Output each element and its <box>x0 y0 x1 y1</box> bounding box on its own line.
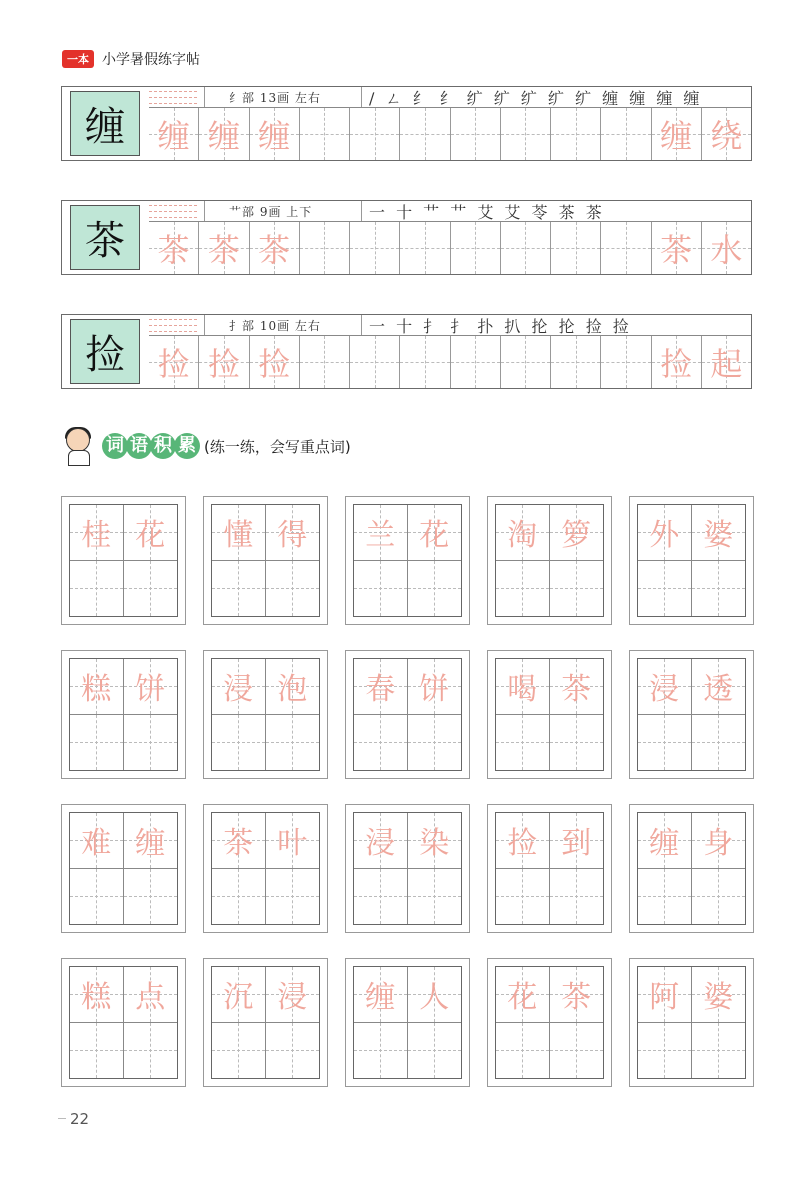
pinyin-lines[interactable] <box>149 317 197 333</box>
vocab-trace-character: 箩 <box>561 518 592 554</box>
vocab-cell[interactable] <box>266 813 320 869</box>
practice-cell[interactable] <box>149 336 199 388</box>
vocab-cell[interactable] <box>354 967 408 1023</box>
vocab-card <box>629 804 754 933</box>
radical-stroke-info: 艹部 9画 上下 <box>229 205 313 219</box>
practice-cell[interactable] <box>300 108 350 160</box>
vocab-card <box>203 804 328 933</box>
practice-cell[interactable] <box>250 222 300 274</box>
vocab-cell[interactable] <box>408 869 462 925</box>
vocab-trace-character: 叶 <box>277 826 308 862</box>
practice-cell[interactable] <box>350 108 400 160</box>
vocab-cell[interactable] <box>550 1023 604 1079</box>
vocab-cell[interactable] <box>638 715 692 771</box>
vocab-trace-character: 桂 <box>81 518 112 554</box>
practice-cell[interactable] <box>451 336 501 388</box>
vocab-trace-character: 到 <box>561 826 592 862</box>
vocab-trace-character: 淘 <box>507 518 538 554</box>
vocab-cell[interactable] <box>354 1023 408 1079</box>
vocab-trace-character: 婆 <box>703 518 734 554</box>
trace-character: 捡 <box>660 345 693 383</box>
practice-cell[interactable] <box>702 108 751 160</box>
vocab-cell[interactable] <box>408 967 462 1023</box>
practice-cell[interactable] <box>350 336 400 388</box>
vocab-cell[interactable] <box>550 813 604 869</box>
vocab-note: (练一练，会写重点词) <box>204 437 351 456</box>
char-info-bar <box>149 315 751 336</box>
vocab-cell[interactable] <box>70 869 124 925</box>
vocab-cell[interactable] <box>354 813 408 869</box>
model-character: 缠 <box>70 91 140 156</box>
vocab-cell[interactable] <box>124 869 178 925</box>
vocab-trace-character: 难 <box>81 826 112 862</box>
trace-character: 茶 <box>207 231 240 269</box>
practice-cell[interactable] <box>601 222 651 274</box>
vocab-card <box>203 496 328 625</box>
vocab-trace-character: 点 <box>135 980 166 1016</box>
trace-character: 捡 <box>157 345 190 383</box>
vocab-cell[interactable] <box>354 715 408 771</box>
char-info-bar <box>149 87 751 108</box>
vocab-cell[interactable] <box>70 1023 124 1079</box>
vocab-card <box>203 650 328 779</box>
practice-cell[interactable] <box>652 108 702 160</box>
vocab-trace-character: 缠 <box>649 826 680 862</box>
vocab-cell[interactable] <box>408 1023 462 1079</box>
vocab-card <box>203 958 328 1087</box>
vocab-cell[interactable] <box>692 659 746 715</box>
vocab-card <box>487 650 612 779</box>
vocab-trace-character: 浸 <box>277 980 308 1016</box>
vocab-trace-character: 兰 <box>365 518 396 554</box>
practice-cell[interactable] <box>400 222 450 274</box>
vocab-trace-character: 缠 <box>365 980 396 1016</box>
practice-cell[interactable] <box>601 336 651 388</box>
vocab-trace-character: 捡 <box>507 826 538 862</box>
vocab-trace-character: 缠 <box>135 826 166 862</box>
vocab-cell[interactable] <box>550 659 604 715</box>
vocab-cell[interactable] <box>692 715 746 771</box>
vocab-cell[interactable] <box>212 813 266 869</box>
practice-cell[interactable] <box>501 222 551 274</box>
vocab-card <box>487 958 612 1087</box>
vocab-card <box>345 804 470 933</box>
trace-character: 茶 <box>660 231 693 269</box>
vocab-cell[interactable] <box>638 659 692 715</box>
trace-character: 缠 <box>660 117 693 155</box>
vocab-trace-character: 身 <box>703 826 734 862</box>
vocab-cell[interactable] <box>212 561 266 617</box>
vocab-cell[interactable] <box>124 1023 178 1079</box>
practice-cell[interactable] <box>601 108 651 160</box>
vocab-trace-character: 浸 <box>223 672 254 708</box>
vocab-trace-character: 喝 <box>507 672 538 708</box>
stroke-order: 一 十 扌 扌 扑 扒 抡 抡 捡 捡 <box>369 317 632 336</box>
vocab-cell[interactable] <box>496 561 550 617</box>
vocab-cell[interactable] <box>354 561 408 617</box>
pinyin-lines[interactable] <box>149 203 197 219</box>
vocab-cell[interactable] <box>70 659 124 715</box>
vocab-cell[interactable] <box>638 967 692 1023</box>
practice-cell[interactable] <box>551 108 601 160</box>
vocab-cell[interactable] <box>354 505 408 561</box>
vocab-cell[interactable] <box>408 659 462 715</box>
vocab-cell[interactable] <box>266 561 320 617</box>
vocab-cell[interactable] <box>638 869 692 925</box>
vocab-trace-character: 糕 <box>81 980 112 1016</box>
vocab-cell[interactable] <box>638 561 692 617</box>
vocab-trace-character: 沉 <box>223 980 254 1016</box>
trace-character: 起 <box>710 345 743 383</box>
pinyin-lines[interactable] <box>149 89 197 105</box>
vocab-cell[interactable] <box>496 869 550 925</box>
vocab-cell[interactable] <box>212 967 266 1023</box>
practice-cell[interactable] <box>702 336 751 388</box>
practice-cell[interactable] <box>199 336 249 388</box>
vocab-card <box>345 650 470 779</box>
title-char: 积 <box>150 433 176 459</box>
vocab-cell[interactable] <box>70 505 124 561</box>
vocab-cell[interactable] <box>692 967 746 1023</box>
vocab-cell[interactable] <box>266 715 320 771</box>
vocab-cell[interactable] <box>70 715 124 771</box>
vocab-trace-character: 花 <box>419 518 450 554</box>
char-info-bar <box>149 201 751 222</box>
vocab-card <box>629 496 754 625</box>
vocab-trace-character: 阿 <box>649 980 680 1016</box>
vocab-cell[interactable] <box>124 967 178 1023</box>
trace-character: 捡 <box>258 345 291 383</box>
vocab-cell[interactable] <box>212 659 266 715</box>
title-char: 词 <box>102 433 128 459</box>
vocab-cell[interactable] <box>408 505 462 561</box>
vocab-card <box>629 958 754 1087</box>
practice-cell[interactable] <box>702 222 751 274</box>
book-title: 小学暑假练字帖 <box>102 52 200 68</box>
model-character: 捡 <box>70 319 140 384</box>
vocab-section-title <box>60 426 351 466</box>
vocab-cell[interactable] <box>496 505 550 561</box>
vocab-cell[interactable] <box>212 715 266 771</box>
vocab-cell[interactable] <box>638 505 692 561</box>
vocab-card <box>61 804 186 933</box>
vocab-trace-character: 透 <box>703 672 734 708</box>
vocab-trace-character: 浸 <box>365 826 396 862</box>
vocab-cell[interactable] <box>266 1023 320 1079</box>
vocab-cell[interactable] <box>496 659 550 715</box>
vocab-cell[interactable] <box>124 813 178 869</box>
vocab-cell[interactable] <box>70 561 124 617</box>
vocab-cell[interactable] <box>692 561 746 617</box>
vocab-cell[interactable] <box>692 1023 746 1079</box>
vocab-cell[interactable] <box>550 505 604 561</box>
vocab-trace-character: 泡 <box>277 672 308 708</box>
vocab-card <box>61 496 186 625</box>
model-character: 茶 <box>70 205 140 270</box>
practice-cell[interactable] <box>300 222 350 274</box>
vocab-cell[interactable] <box>692 869 746 925</box>
trace-character: 茶 <box>258 231 291 269</box>
vocab-cell[interactable] <box>692 505 746 561</box>
stroke-order: 一 十 艹 艹 艾 艾 苓 茶 茶 <box>369 203 605 222</box>
vocab-trace-character: 人 <box>419 980 450 1016</box>
practice-cell[interactable] <box>300 336 350 388</box>
vocab-card <box>61 650 186 779</box>
practice-cell[interactable] <box>652 222 702 274</box>
vocab-cell[interactable] <box>550 561 604 617</box>
vocab-cell[interactable] <box>124 659 178 715</box>
practice-cell[interactable] <box>199 222 249 274</box>
vocab-trace-character: 糕 <box>81 672 112 708</box>
vocab-cell[interactable] <box>496 967 550 1023</box>
practice-cell[interactable] <box>400 336 450 388</box>
vocab-cell[interactable] <box>266 869 320 925</box>
vocab-trace-character: 染 <box>419 826 450 862</box>
practice-cell[interactable] <box>551 222 601 274</box>
vocab-card <box>345 958 470 1087</box>
title-char: 语 <box>126 433 152 459</box>
vocab-cell[interactable] <box>638 813 692 869</box>
vocab-cell[interactable] <box>550 967 604 1023</box>
vocab-cell[interactable] <box>408 561 462 617</box>
practice-cell[interactable] <box>451 108 501 160</box>
practice-grid <box>149 336 751 388</box>
vocab-trace-character: 饼 <box>135 672 166 708</box>
vocab-cell[interactable] <box>496 1023 550 1079</box>
practice-cell[interactable] <box>501 108 551 160</box>
char-practice-row <box>61 200 752 275</box>
stroke-order: ∕ ㄥ 纟 纟 纩 纩 纩 纩 纩 缠 缠 缠 缠 <box>369 89 703 108</box>
vocab-cell[interactable] <box>550 715 604 771</box>
practice-cell[interactable] <box>652 336 702 388</box>
vocab-cell[interactable] <box>70 967 124 1023</box>
trace-character: 水 <box>710 231 743 269</box>
vocab-cell[interactable] <box>408 813 462 869</box>
trace-character: 绕 <box>710 117 743 155</box>
vocab-card <box>345 496 470 625</box>
radical-stroke-info: 扌部 10画 左右 <box>229 319 321 333</box>
vocab-cell[interactable] <box>354 659 408 715</box>
practice-grid <box>149 222 751 274</box>
vocab-cell[interactable] <box>266 505 320 561</box>
vocab-cell[interactable] <box>638 1023 692 1079</box>
vocab-cell[interactable] <box>550 869 604 925</box>
vocab-trace-character: 茶 <box>561 980 592 1016</box>
practice-cell[interactable] <box>501 336 551 388</box>
practice-cell[interactable] <box>250 336 300 388</box>
vocab-cell[interactable] <box>266 967 320 1023</box>
vocab-card <box>629 650 754 779</box>
vocab-cell[interactable] <box>266 659 320 715</box>
vocab-card <box>487 804 612 933</box>
brand-logo: 一本 <box>62 50 94 68</box>
trace-character: 捡 <box>207 345 240 383</box>
vocab-cell[interactable] <box>70 813 124 869</box>
boy-illustration-icon <box>60 426 100 466</box>
vocab-trace-character: 懂 <box>223 518 254 554</box>
title-char: 累 <box>174 433 200 459</box>
practice-cell[interactable] <box>350 222 400 274</box>
vocab-cell[interactable] <box>354 869 408 925</box>
vocab-cell[interactable] <box>496 715 550 771</box>
vocab-cell[interactable] <box>212 505 266 561</box>
trace-character: 缠 <box>258 117 291 155</box>
vocab-card <box>61 958 186 1087</box>
practice-cell[interactable] <box>199 108 249 160</box>
practice-cell[interactable] <box>451 222 501 274</box>
radical-stroke-info: 纟部 13画 左右 <box>229 91 321 105</box>
char-practice-row <box>61 314 752 389</box>
vocab-cell[interactable] <box>124 561 178 617</box>
page-header <box>62 48 200 70</box>
trace-character: 茶 <box>157 231 190 269</box>
practice-cell[interactable] <box>250 108 300 160</box>
vocab-trace-character: 茶 <box>223 826 254 862</box>
vocab-trace-character: 花 <box>135 518 166 554</box>
vocab-trace-character: 浸 <box>649 672 680 708</box>
vocab-cell[interactable] <box>212 869 266 925</box>
vocab-cell[interactable] <box>408 715 462 771</box>
practice-grid <box>149 108 751 160</box>
vocab-cell[interactable] <box>124 715 178 771</box>
trace-character: 缠 <box>157 117 190 155</box>
vocab-title-badges <box>102 433 198 459</box>
char-practice-row <box>61 86 752 161</box>
practice-cell[interactable] <box>551 336 601 388</box>
vocab-trace-character: 花 <box>507 980 538 1016</box>
practice-cell[interactable] <box>400 108 450 160</box>
vocab-cell[interactable] <box>124 505 178 561</box>
vocab-cell[interactable] <box>496 813 550 869</box>
practice-cell[interactable] <box>149 108 199 160</box>
vocab-trace-character: 饼 <box>419 672 450 708</box>
vocab-trace-character: 得 <box>277 518 308 554</box>
vocab-trace-character: 婆 <box>703 980 734 1016</box>
vocab-trace-character: 茶 <box>561 672 592 708</box>
practice-cell[interactable] <box>149 222 199 274</box>
page-number: 22 <box>70 1110 90 1128</box>
trace-character: 缠 <box>207 117 240 155</box>
vocab-trace-character: 春 <box>365 672 396 708</box>
vocab-trace-character: 外 <box>649 518 680 554</box>
vocab-cell[interactable] <box>212 1023 266 1079</box>
vocab-card <box>487 496 612 625</box>
vocab-cell[interactable] <box>692 813 746 869</box>
